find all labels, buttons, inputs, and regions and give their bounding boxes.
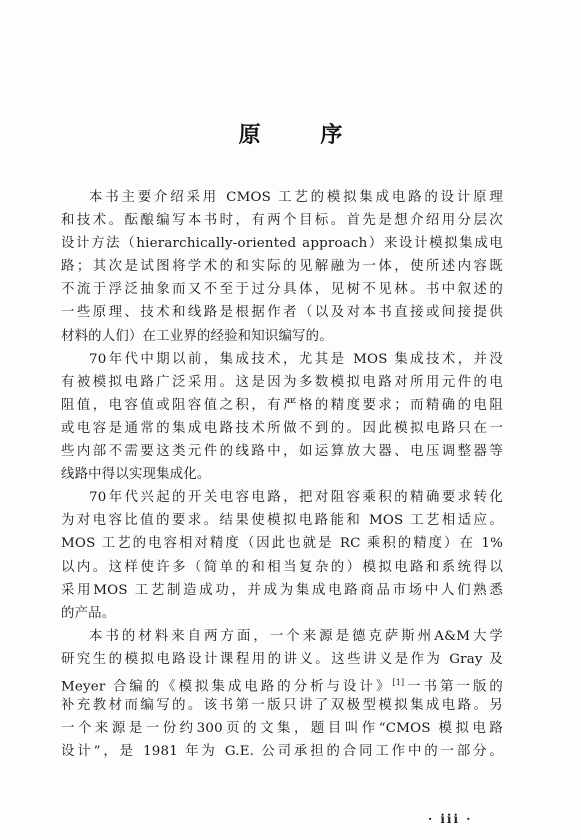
text-line: 以内。这样使许多（简单的和相当复杂的）模拟电路和系统得以 <box>61 559 503 575</box>
text-line: 阻值，电容值或阻容值之积，有严格的精度要求；而精确的电阻 <box>61 397 503 413</box>
text-line: 的产品。 <box>61 605 116 621</box>
text-line: 或电容是通常的集成电路技术所做不到的。因此模拟电路只在一 <box>61 420 503 436</box>
text-line: 些内部不需要这类元件的线路中，如运算放大器、电压调整器等 <box>61 444 503 460</box>
preface-body <box>61 186 503 763</box>
text-line: 一些原理、技术和线路是根据作者（以及对本书直接或间接提供 <box>61 305 503 321</box>
page-title: 原 序 <box>238 123 369 148</box>
text-fragment: Meyer 合编的《模拟集成电路的分析与设计》 <box>61 679 393 695</box>
text-line: 采用MOS 工艺制造成功，并成为集成电路商品市场中人们熟悉 <box>61 582 503 598</box>
citation-mark: [1] <box>392 677 405 687</box>
page-number: · iii · <box>428 812 473 826</box>
text-line: 设计”，是 1981 年为 G.E. 公司承担的合同工作中的一部分。 <box>61 744 503 760</box>
text-line: 补充教材而编写的。该书第一版只讲了双极型模拟集成电路。另 <box>61 698 503 714</box>
text-fragment: 一书第一版的 <box>404 679 503 695</box>
text-line: 本书主要介绍采用 CMOS 工艺的模拟集成电路的设计原理 <box>89 190 503 205</box>
text-line: 一个来源是一份约300页的文集，题目叫作“CMOS 模拟电路 <box>61 721 503 737</box>
text-line-with-citation <box>61 671 503 694</box>
text-line: MOS 工艺的电容相对精度（因此也就是 RC 乘积的精度）在 1% <box>61 536 503 552</box>
text-line: 设计方法（hierarchically-oriented approach）来设计模拟集成电 <box>61 236 503 252</box>
text-line: 不流于浮泛抽象而又不至于过分具体，见树不见林。书中叙述的 <box>61 282 503 298</box>
text-line: 研究生的模拟电路设计课程用的讲义。这些讲义是作为 Gray 及 <box>61 651 503 667</box>
text-line: 70年代兴起的开关电容电路，把对阻容乘积的精确要求转化 <box>89 490 503 506</box>
text-line: 路；其次是试图将学术的和实际的见解融为一体，使所述内容既 <box>61 259 503 275</box>
text-line: 为对电容比值的要求。结果使模拟电路能和 MOS 工艺相适应。 <box>61 513 503 529</box>
text-line: 有被模拟电路广泛采用。这是因为多数模拟电路对所用元件的电 <box>61 374 503 390</box>
text-line: 和技术。酝酿编写本书时，有两个目标。首先是想介绍用分层次 <box>61 213 503 229</box>
text-line: 70年代中期以前，集成技术，尤其是 MOS 集成技术，并没 <box>89 351 503 367</box>
text-line: 线路中得以实现集成化。 <box>61 467 211 483</box>
text-line: 本书的材料来自两方面，一个来源是德克萨斯州A&M大学 <box>89 628 503 644</box>
text-line: 材料的人们）在工业界的经验和知识编写的。 <box>61 328 333 344</box>
